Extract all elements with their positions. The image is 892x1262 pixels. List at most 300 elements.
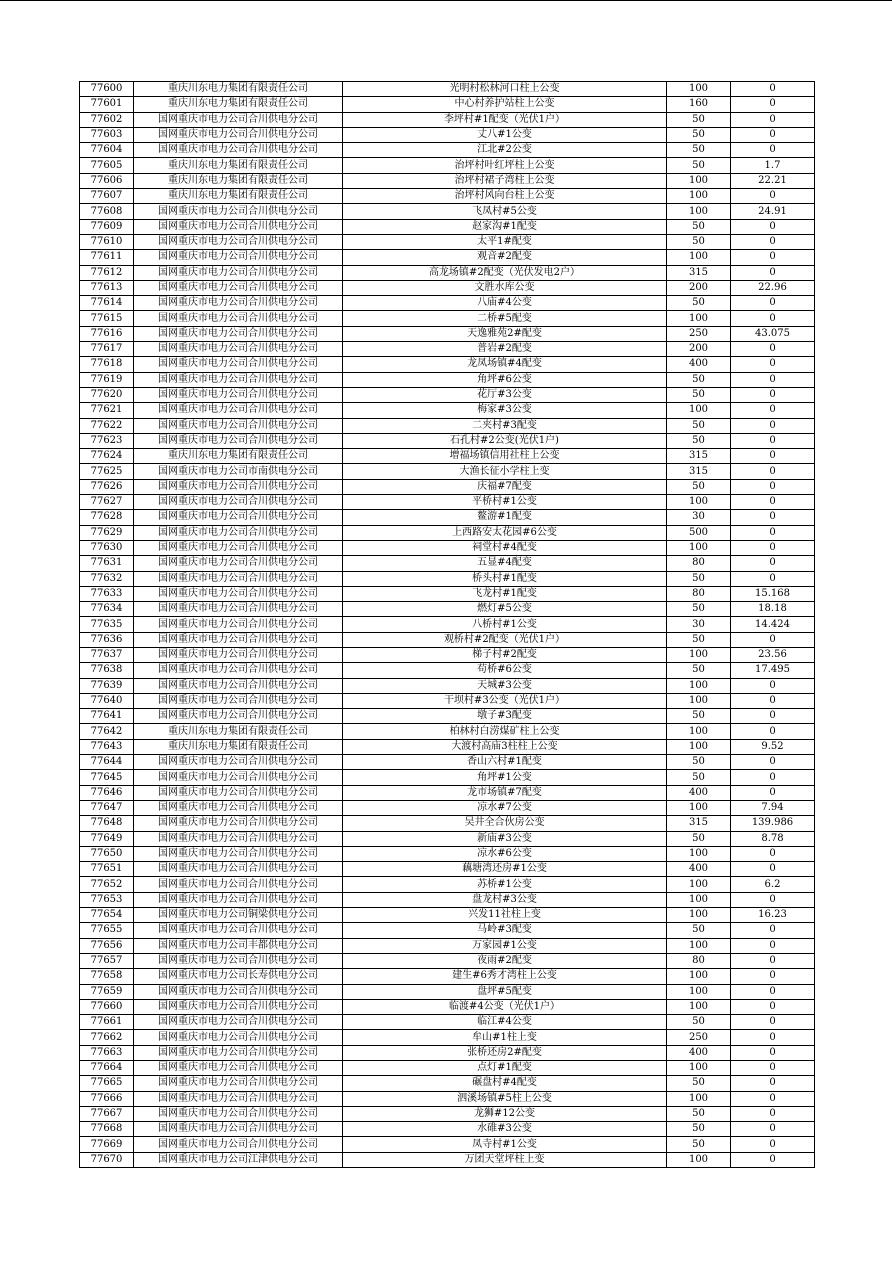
cell-transformer-name: 治坪村裙子湾柱上公变 xyxy=(343,173,667,188)
cell-row-id: 77629 xyxy=(80,525,134,540)
cell-row-id: 77622 xyxy=(80,418,134,433)
cell-company: 国网重庆市电力公司合川供电分公司 xyxy=(134,204,343,219)
cell-capacity: 50 xyxy=(667,433,731,448)
cell-value: 0 xyxy=(731,785,815,800)
cell-transformer-name: 苟桥#6公变 xyxy=(343,663,667,678)
cell-transformer-name: 治坪村风向台柱上公变 xyxy=(343,189,667,204)
cell-row-id: 77603 xyxy=(80,127,134,142)
cell-value: 9.52 xyxy=(731,739,815,754)
cell-row-id: 77663 xyxy=(80,1045,134,1060)
cell-row-id: 77632 xyxy=(80,571,134,586)
cell-company: 国网重庆市电力公司合川供电分公司 xyxy=(134,892,343,907)
cell-value: 0 xyxy=(731,1061,815,1076)
cell-value: 139.986 xyxy=(731,816,815,831)
cell-capacity: 50 xyxy=(667,1015,731,1030)
table-row xyxy=(80,403,815,418)
cell-capacity: 400 xyxy=(667,862,731,877)
table-row xyxy=(80,571,815,586)
cell-capacity: 50 xyxy=(667,1106,731,1121)
cell-row-id: 77633 xyxy=(80,586,134,601)
cell-value: 0 xyxy=(731,938,815,953)
cell-value: 23.56 xyxy=(731,647,815,662)
cell-company: 国网重庆市电力公司合川供电分公司 xyxy=(134,999,343,1014)
cell-company: 国网重庆市电力公司合川供电分公司 xyxy=(134,495,343,510)
cell-capacity: 50 xyxy=(667,602,731,617)
cell-company: 国网重庆市电力公司丰都供电分公司 xyxy=(134,938,343,953)
cell-row-id: 77601 xyxy=(80,97,134,112)
cell-company: 国网重庆市电力公司合川供电分公司 xyxy=(134,372,343,387)
cell-capacity: 50 xyxy=(667,158,731,173)
cell-transformer-name: 二桥#5配变 xyxy=(343,311,667,326)
cell-company: 国网重庆市电力公司合川供电分公司 xyxy=(134,755,343,770)
cell-company: 国网重庆市电力公司合川供电分公司 xyxy=(134,219,343,234)
cell-company: 国网重庆市电力公司合川供电分公司 xyxy=(134,953,343,968)
cell-value: 0 xyxy=(731,984,815,999)
cell-value: 0 xyxy=(731,678,815,693)
cell-row-id: 77611 xyxy=(80,250,134,265)
cell-capacity: 100 xyxy=(667,82,731,97)
cell-value: 0 xyxy=(731,250,815,265)
table-row xyxy=(80,693,815,708)
cell-transformer-name: 凉水#7公变 xyxy=(343,800,667,815)
cell-capacity: 100 xyxy=(667,999,731,1014)
cell-row-id: 77605 xyxy=(80,158,134,173)
cell-transformer-name: 中心村养护站柱上公变 xyxy=(343,97,667,112)
table-row xyxy=(80,280,815,295)
cell-capacity: 50 xyxy=(667,479,731,494)
cell-company: 国网重庆市电力公司合川供电分公司 xyxy=(134,342,343,357)
cell-row-id: 77604 xyxy=(80,143,134,158)
table-row xyxy=(80,112,815,127)
cell-value: 0 xyxy=(731,296,815,311)
table-row xyxy=(80,953,815,968)
cell-company: 国网重庆市电力公司合川供电分公司 xyxy=(134,800,343,815)
cell-row-id: 77613 xyxy=(80,280,134,295)
cell-capacity: 100 xyxy=(667,739,731,754)
cell-transformer-name: 平桥村#1公变 xyxy=(343,495,667,510)
cell-row-id: 77636 xyxy=(80,632,134,647)
cell-capacity: 100 xyxy=(667,938,731,953)
cell-company: 国网重庆市电力公司合川供电分公司 xyxy=(134,678,343,693)
top-rule xyxy=(0,0,892,1)
table-row xyxy=(80,143,815,158)
table-row xyxy=(80,602,815,617)
cell-value: 0 xyxy=(731,953,815,968)
cell-transformer-name: 墩子#3配变 xyxy=(343,709,667,724)
table-row xyxy=(80,265,815,280)
cell-capacity: 250 xyxy=(667,1030,731,1045)
cell-transformer-name: 兴发11社柱上变 xyxy=(343,908,667,923)
cell-transformer-name: 江北#2公变 xyxy=(343,143,667,158)
table-row xyxy=(80,204,815,219)
cell-value: 0 xyxy=(731,892,815,907)
table-row xyxy=(80,938,815,953)
cell-row-id: 77662 xyxy=(80,1030,134,1045)
data-table xyxy=(79,81,815,1168)
cell-transformer-name: 梯子村#2配变 xyxy=(343,647,667,662)
table-row xyxy=(80,1152,815,1167)
cell-value: 0 xyxy=(731,265,815,280)
cell-value: 16.23 xyxy=(731,908,815,923)
cell-capacity: 50 xyxy=(667,418,731,433)
cell-transformer-name: 龙狮#12公变 xyxy=(343,1106,667,1121)
cell-row-id: 77614 xyxy=(80,296,134,311)
cell-value: 17.495 xyxy=(731,663,815,678)
table-row xyxy=(80,82,815,97)
cell-transformer-name: 观音#2配变 xyxy=(343,250,667,265)
cell-company: 国网重庆市电力公司合川供电分公司 xyxy=(134,311,343,326)
cell-capacity: 100 xyxy=(667,495,731,510)
table-row xyxy=(80,158,815,173)
table-row xyxy=(80,1076,815,1091)
cell-transformer-name: 万家园#1公变 xyxy=(343,938,667,953)
table-row xyxy=(80,1030,815,1045)
cell-company: 国网重庆市电力公司合川供电分公司 xyxy=(134,112,343,127)
cell-value: 0 xyxy=(731,357,815,372)
cell-capacity: 100 xyxy=(667,647,731,662)
cell-row-id: 77623 xyxy=(80,433,134,448)
cell-company: 国网重庆市电力公司合川供电分公司 xyxy=(134,1122,343,1137)
cell-capacity: 50 xyxy=(667,112,731,127)
cell-transformer-name: 二夹村#3配变 xyxy=(343,418,667,433)
cell-company: 国网重庆市电力公司合川供电分公司 xyxy=(134,387,343,402)
cell-value: 0 xyxy=(731,862,815,877)
cell-capacity: 50 xyxy=(667,923,731,938)
cell-value: 0 xyxy=(731,449,815,464)
cell-row-id: 77600 xyxy=(80,82,134,97)
table-row xyxy=(80,173,815,188)
cell-transformer-name: 上西路安太花园#6公变 xyxy=(343,525,667,540)
cell-row-id: 77666 xyxy=(80,1091,134,1106)
table-row xyxy=(80,969,815,984)
cell-row-id: 77655 xyxy=(80,923,134,938)
cell-capacity: 160 xyxy=(667,97,731,112)
cell-capacity: 100 xyxy=(667,908,731,923)
cell-company: 国网重庆市电力公司合川供电分公司 xyxy=(134,693,343,708)
table-row xyxy=(80,495,815,510)
table-row xyxy=(80,1045,815,1060)
table-row xyxy=(80,923,815,938)
cell-transformer-name: 马岭#3配变 xyxy=(343,923,667,938)
cell-capacity: 80 xyxy=(667,953,731,968)
cell-capacity: 50 xyxy=(667,1076,731,1091)
cell-value: 7.94 xyxy=(731,800,815,815)
cell-company: 重庆川东电力集团有限责任公司 xyxy=(134,724,343,739)
table-body xyxy=(80,82,815,1168)
cell-capacity: 315 xyxy=(667,449,731,464)
cell-value: 8.78 xyxy=(731,831,815,846)
cell-capacity: 80 xyxy=(667,556,731,571)
cell-capacity: 100 xyxy=(667,877,731,892)
table-row xyxy=(80,1015,815,1030)
cell-value: 0 xyxy=(731,923,815,938)
cell-company: 重庆川东电力集团有限责任公司 xyxy=(134,97,343,112)
cell-capacity: 100 xyxy=(667,1152,731,1167)
cell-value: 43.075 xyxy=(731,326,815,341)
cell-value: 18.18 xyxy=(731,602,815,617)
cell-company: 国网重庆市电力公司合川供电分公司 xyxy=(134,1061,343,1076)
cell-value: 0 xyxy=(731,1045,815,1060)
cell-row-id: 77650 xyxy=(80,846,134,861)
cell-company: 国网重庆市电力公司合川供电分公司 xyxy=(134,525,343,540)
cell-company: 国网重庆市电力公司铜梁供电分公司 xyxy=(134,908,343,923)
cell-company: 国网重庆市电力公司合川供电分公司 xyxy=(134,540,343,555)
cell-transformer-name: 凉水#6公变 xyxy=(343,846,667,861)
cell-capacity: 100 xyxy=(667,693,731,708)
cell-transformer-name: 香山六村#1配变 xyxy=(343,755,667,770)
cell-company: 国网重庆市电力公司合川供电分公司 xyxy=(134,663,343,678)
cell-value: 0 xyxy=(731,495,815,510)
cell-transformer-name: 泗溪场镇#5柱上公变 xyxy=(343,1091,667,1106)
cell-company: 国网重庆市电力公司合川供电分公司 xyxy=(134,846,343,861)
cell-company: 国网重庆市电力公司合川供电分公司 xyxy=(134,143,343,158)
cell-capacity: 100 xyxy=(667,800,731,815)
table-row xyxy=(80,479,815,494)
cell-row-id: 77652 xyxy=(80,877,134,892)
cell-row-id: 77653 xyxy=(80,892,134,907)
cell-row-id: 77607 xyxy=(80,189,134,204)
cell-transformer-name: 大渔长征小学柱上变 xyxy=(343,464,667,479)
cell-company: 国网重庆市电力公司合川供电分公司 xyxy=(134,433,343,448)
cell-transformer-name: 藕塘湾还房#1公变 xyxy=(343,862,667,877)
cell-row-id: 77617 xyxy=(80,342,134,357)
cell-transformer-name: 盘龙村#3公变 xyxy=(343,892,667,907)
cell-capacity: 100 xyxy=(667,724,731,739)
cell-transformer-name: 龙市场镇#7配变 xyxy=(343,785,667,800)
cell-transformer-name: 鳌游#1配变 xyxy=(343,510,667,525)
table-row xyxy=(80,1137,815,1152)
cell-capacity: 100 xyxy=(667,311,731,326)
table-row xyxy=(80,449,815,464)
table-row xyxy=(80,678,815,693)
cell-transformer-name: 燃灯#5公变 xyxy=(343,602,667,617)
cell-company: 国网重庆市电力公司合川供电分公司 xyxy=(134,602,343,617)
cell-capacity: 50 xyxy=(667,663,731,678)
cell-row-id: 77619 xyxy=(80,372,134,387)
cell-capacity: 100 xyxy=(667,892,731,907)
cell-value: 0 xyxy=(731,342,815,357)
cell-transformer-name: 五显#4配变 xyxy=(343,556,667,571)
table-row xyxy=(80,709,815,724)
cell-company: 国网重庆市电力公司合川供电分公司 xyxy=(134,1045,343,1060)
table-row xyxy=(80,540,815,555)
cell-company: 国网重庆市电力公司合川供电分公司 xyxy=(134,1106,343,1121)
cell-transformer-name: 文胜水库公变 xyxy=(343,280,667,295)
cell-company: 国网重庆市电力公司合川供电分公司 xyxy=(134,510,343,525)
cell-capacity: 100 xyxy=(667,1061,731,1076)
cell-row-id: 77631 xyxy=(80,556,134,571)
cell-capacity: 50 xyxy=(667,387,731,402)
cell-capacity: 50 xyxy=(667,234,731,249)
cell-transformer-name: 凤寺村#1公变 xyxy=(343,1137,667,1152)
cell-company: 国网重庆市电力公司长寿供电分公司 xyxy=(134,969,343,984)
cell-transformer-name: 庆福#7配变 xyxy=(343,479,667,494)
cell-value: 0 xyxy=(731,372,815,387)
cell-transformer-name: 八桥村#1公变 xyxy=(343,617,667,632)
cell-transformer-name: 飞凤村#5公变 xyxy=(343,204,667,219)
table-row xyxy=(80,816,815,831)
cell-company: 国网重庆市电力公司合川供电分公司 xyxy=(134,1030,343,1045)
cell-transformer-name: 高龙场镇#2配变（光伏发电2户） xyxy=(343,265,667,280)
cell-value: 0 xyxy=(731,755,815,770)
cell-value: 0 xyxy=(731,693,815,708)
cell-capacity: 50 xyxy=(667,372,731,387)
cell-row-id: 77660 xyxy=(80,999,134,1014)
table-row xyxy=(80,219,815,234)
cell-transformer-name: 飞龙村#1配变 xyxy=(343,586,667,601)
table-row xyxy=(80,862,815,877)
cell-company: 国网重庆市电力公司合川供电分公司 xyxy=(134,280,343,295)
cell-transformer-name: 增福场镇信用社柱上公变 xyxy=(343,449,667,464)
cell-capacity: 50 xyxy=(667,770,731,785)
cell-transformer-name: 治坪村叶红坪柱上公变 xyxy=(343,158,667,173)
cell-value: 0 xyxy=(731,234,815,249)
cell-capacity: 100 xyxy=(667,678,731,693)
cell-capacity: 200 xyxy=(667,280,731,295)
cell-value: 0 xyxy=(731,969,815,984)
cell-row-id: 77641 xyxy=(80,709,134,724)
cell-row-id: 77638 xyxy=(80,663,134,678)
cell-company: 国网重庆市电力公司合川供电分公司 xyxy=(134,617,343,632)
cell-row-id: 77612 xyxy=(80,265,134,280)
cell-value: 0 xyxy=(731,999,815,1014)
cell-capacity: 50 xyxy=(667,755,731,770)
cell-company: 国网重庆市电力公司合川供电分公司 xyxy=(134,770,343,785)
cell-value: 14.424 xyxy=(731,617,815,632)
cell-value: 0 xyxy=(731,1076,815,1091)
cell-capacity: 100 xyxy=(667,173,731,188)
cell-transformer-name: 新庙#3公变 xyxy=(343,831,667,846)
cell-transformer-name: 石孔村#2公变(光伏1户) xyxy=(343,433,667,448)
cell-transformer-name: 张桥还房2#配变 xyxy=(343,1045,667,1060)
cell-capacity: 50 xyxy=(667,219,731,234)
cell-row-id: 77624 xyxy=(80,449,134,464)
table-row xyxy=(80,418,815,433)
cell-value: 0 xyxy=(731,97,815,112)
cell-transformer-name: 桥头村#1配变 xyxy=(343,571,667,586)
cell-row-id: 77627 xyxy=(80,495,134,510)
cell-value: 0 xyxy=(731,127,815,142)
cell-row-id: 77665 xyxy=(80,1076,134,1091)
table-row xyxy=(80,372,815,387)
table-row xyxy=(80,1091,815,1106)
cell-capacity: 100 xyxy=(667,250,731,265)
table-row xyxy=(80,892,815,907)
cell-company: 国网重庆市电力公司合川供电分公司 xyxy=(134,816,343,831)
cell-capacity: 50 xyxy=(667,571,731,586)
cell-row-id: 77669 xyxy=(80,1137,134,1152)
cell-company: 国网重庆市电力公司合川供电分公司 xyxy=(134,1137,343,1152)
cell-company: 国网重庆市电力公司合川供电分公司 xyxy=(134,403,343,418)
cell-value: 0 xyxy=(731,433,815,448)
table-row xyxy=(80,97,815,112)
table-row xyxy=(80,632,815,647)
cell-row-id: 77668 xyxy=(80,1122,134,1137)
table-row xyxy=(80,357,815,372)
cell-value: 0 xyxy=(731,189,815,204)
cell-value: 0 xyxy=(731,571,815,586)
cell-row-id: 77670 xyxy=(80,1152,134,1167)
cell-value: 0 xyxy=(731,540,815,555)
cell-row-id: 77606 xyxy=(80,173,134,188)
cell-row-id: 77657 xyxy=(80,953,134,968)
cell-row-id: 77645 xyxy=(80,770,134,785)
cell-row-id: 77602 xyxy=(80,112,134,127)
cell-company: 国网重庆市电力公司合川供电分公司 xyxy=(134,556,343,571)
cell-transformer-name: 观桥村#2配变（光伏1户） xyxy=(343,632,667,647)
cell-capacity: 400 xyxy=(667,357,731,372)
cell-capacity: 50 xyxy=(667,1122,731,1137)
table-row xyxy=(80,127,815,142)
cell-transformer-name: 赵家沟#1配变 xyxy=(343,219,667,234)
cell-row-id: 77615 xyxy=(80,311,134,326)
cell-transformer-name: 梅家#3公变 xyxy=(343,403,667,418)
table-row xyxy=(80,296,815,311)
cell-transformer-name: 临渡#4公变（光伏1户） xyxy=(343,999,667,1014)
cell-row-id: 77659 xyxy=(80,984,134,999)
cell-company: 国网重庆市电力公司市南供电分公司 xyxy=(134,464,343,479)
cell-row-id: 77635 xyxy=(80,617,134,632)
cell-transformer-name: 大渡村高庙3柱柱上公变 xyxy=(343,739,667,754)
cell-transformer-name: 夜雨#2配变 xyxy=(343,953,667,968)
cell-company: 重庆川东电力集团有限责任公司 xyxy=(134,739,343,754)
cell-row-id: 77656 xyxy=(80,938,134,953)
cell-transformer-name: 天逸雅苑2#配变 xyxy=(343,326,667,341)
cell-value: 0 xyxy=(731,510,815,525)
cell-company: 国网重庆市电力公司合川供电分公司 xyxy=(134,357,343,372)
cell-company: 国网重庆市电力公司合川供电分公司 xyxy=(134,632,343,647)
cell-value: 0 xyxy=(731,846,815,861)
cell-capacity: 50 xyxy=(667,1137,731,1152)
cell-value: 0 xyxy=(731,403,815,418)
cell-row-id: 77637 xyxy=(80,647,134,662)
table-row xyxy=(80,250,815,265)
cell-capacity: 250 xyxy=(667,326,731,341)
cell-value: 22.21 xyxy=(731,173,815,188)
cell-company: 国网重庆市电力公司合川供电分公司 xyxy=(134,586,343,601)
cell-row-id: 77634 xyxy=(80,602,134,617)
cell-company: 国网重庆市电力公司合川供电分公司 xyxy=(134,250,343,265)
cell-transformer-name: 八庙#4公变 xyxy=(343,296,667,311)
cell-row-id: 77610 xyxy=(80,234,134,249)
cell-value: 0 xyxy=(731,709,815,724)
cell-company: 国网重庆市电力公司合川供电分公司 xyxy=(134,1076,343,1091)
cell-row-id: 77647 xyxy=(80,800,134,815)
cell-row-id: 77643 xyxy=(80,739,134,754)
cell-transformer-name: 临江#4公变 xyxy=(343,1015,667,1030)
cell-company: 国网重庆市电力公司合川供电分公司 xyxy=(134,647,343,662)
cell-capacity: 50 xyxy=(667,831,731,846)
cell-transformer-name: 光明村松林河口柱上公变 xyxy=(343,82,667,97)
table-row xyxy=(80,311,815,326)
cell-value: 24.91 xyxy=(731,204,815,219)
cell-company: 国网重庆市电力公司合川供电分公司 xyxy=(134,418,343,433)
cell-row-id: 77639 xyxy=(80,678,134,693)
cell-company: 重庆川东电力集团有限责任公司 xyxy=(134,189,343,204)
cell-row-id: 77630 xyxy=(80,540,134,555)
cell-company: 国网重庆市电力公司合川供电分公司 xyxy=(134,234,343,249)
cell-value: 0 xyxy=(731,770,815,785)
table-row xyxy=(80,739,815,754)
cell-company: 国网重庆市电力公司合川供电分公司 xyxy=(134,296,343,311)
cell-transformer-name: 点灯#1配变 xyxy=(343,1061,667,1076)
cell-capacity: 200 xyxy=(667,342,731,357)
cell-capacity: 100 xyxy=(667,846,731,861)
cell-value: 0 xyxy=(731,464,815,479)
cell-value: 0 xyxy=(731,724,815,739)
cell-row-id: 77649 xyxy=(80,831,134,846)
cell-transformer-name: 柏林村白涝煤矿柱上公变 xyxy=(343,724,667,739)
